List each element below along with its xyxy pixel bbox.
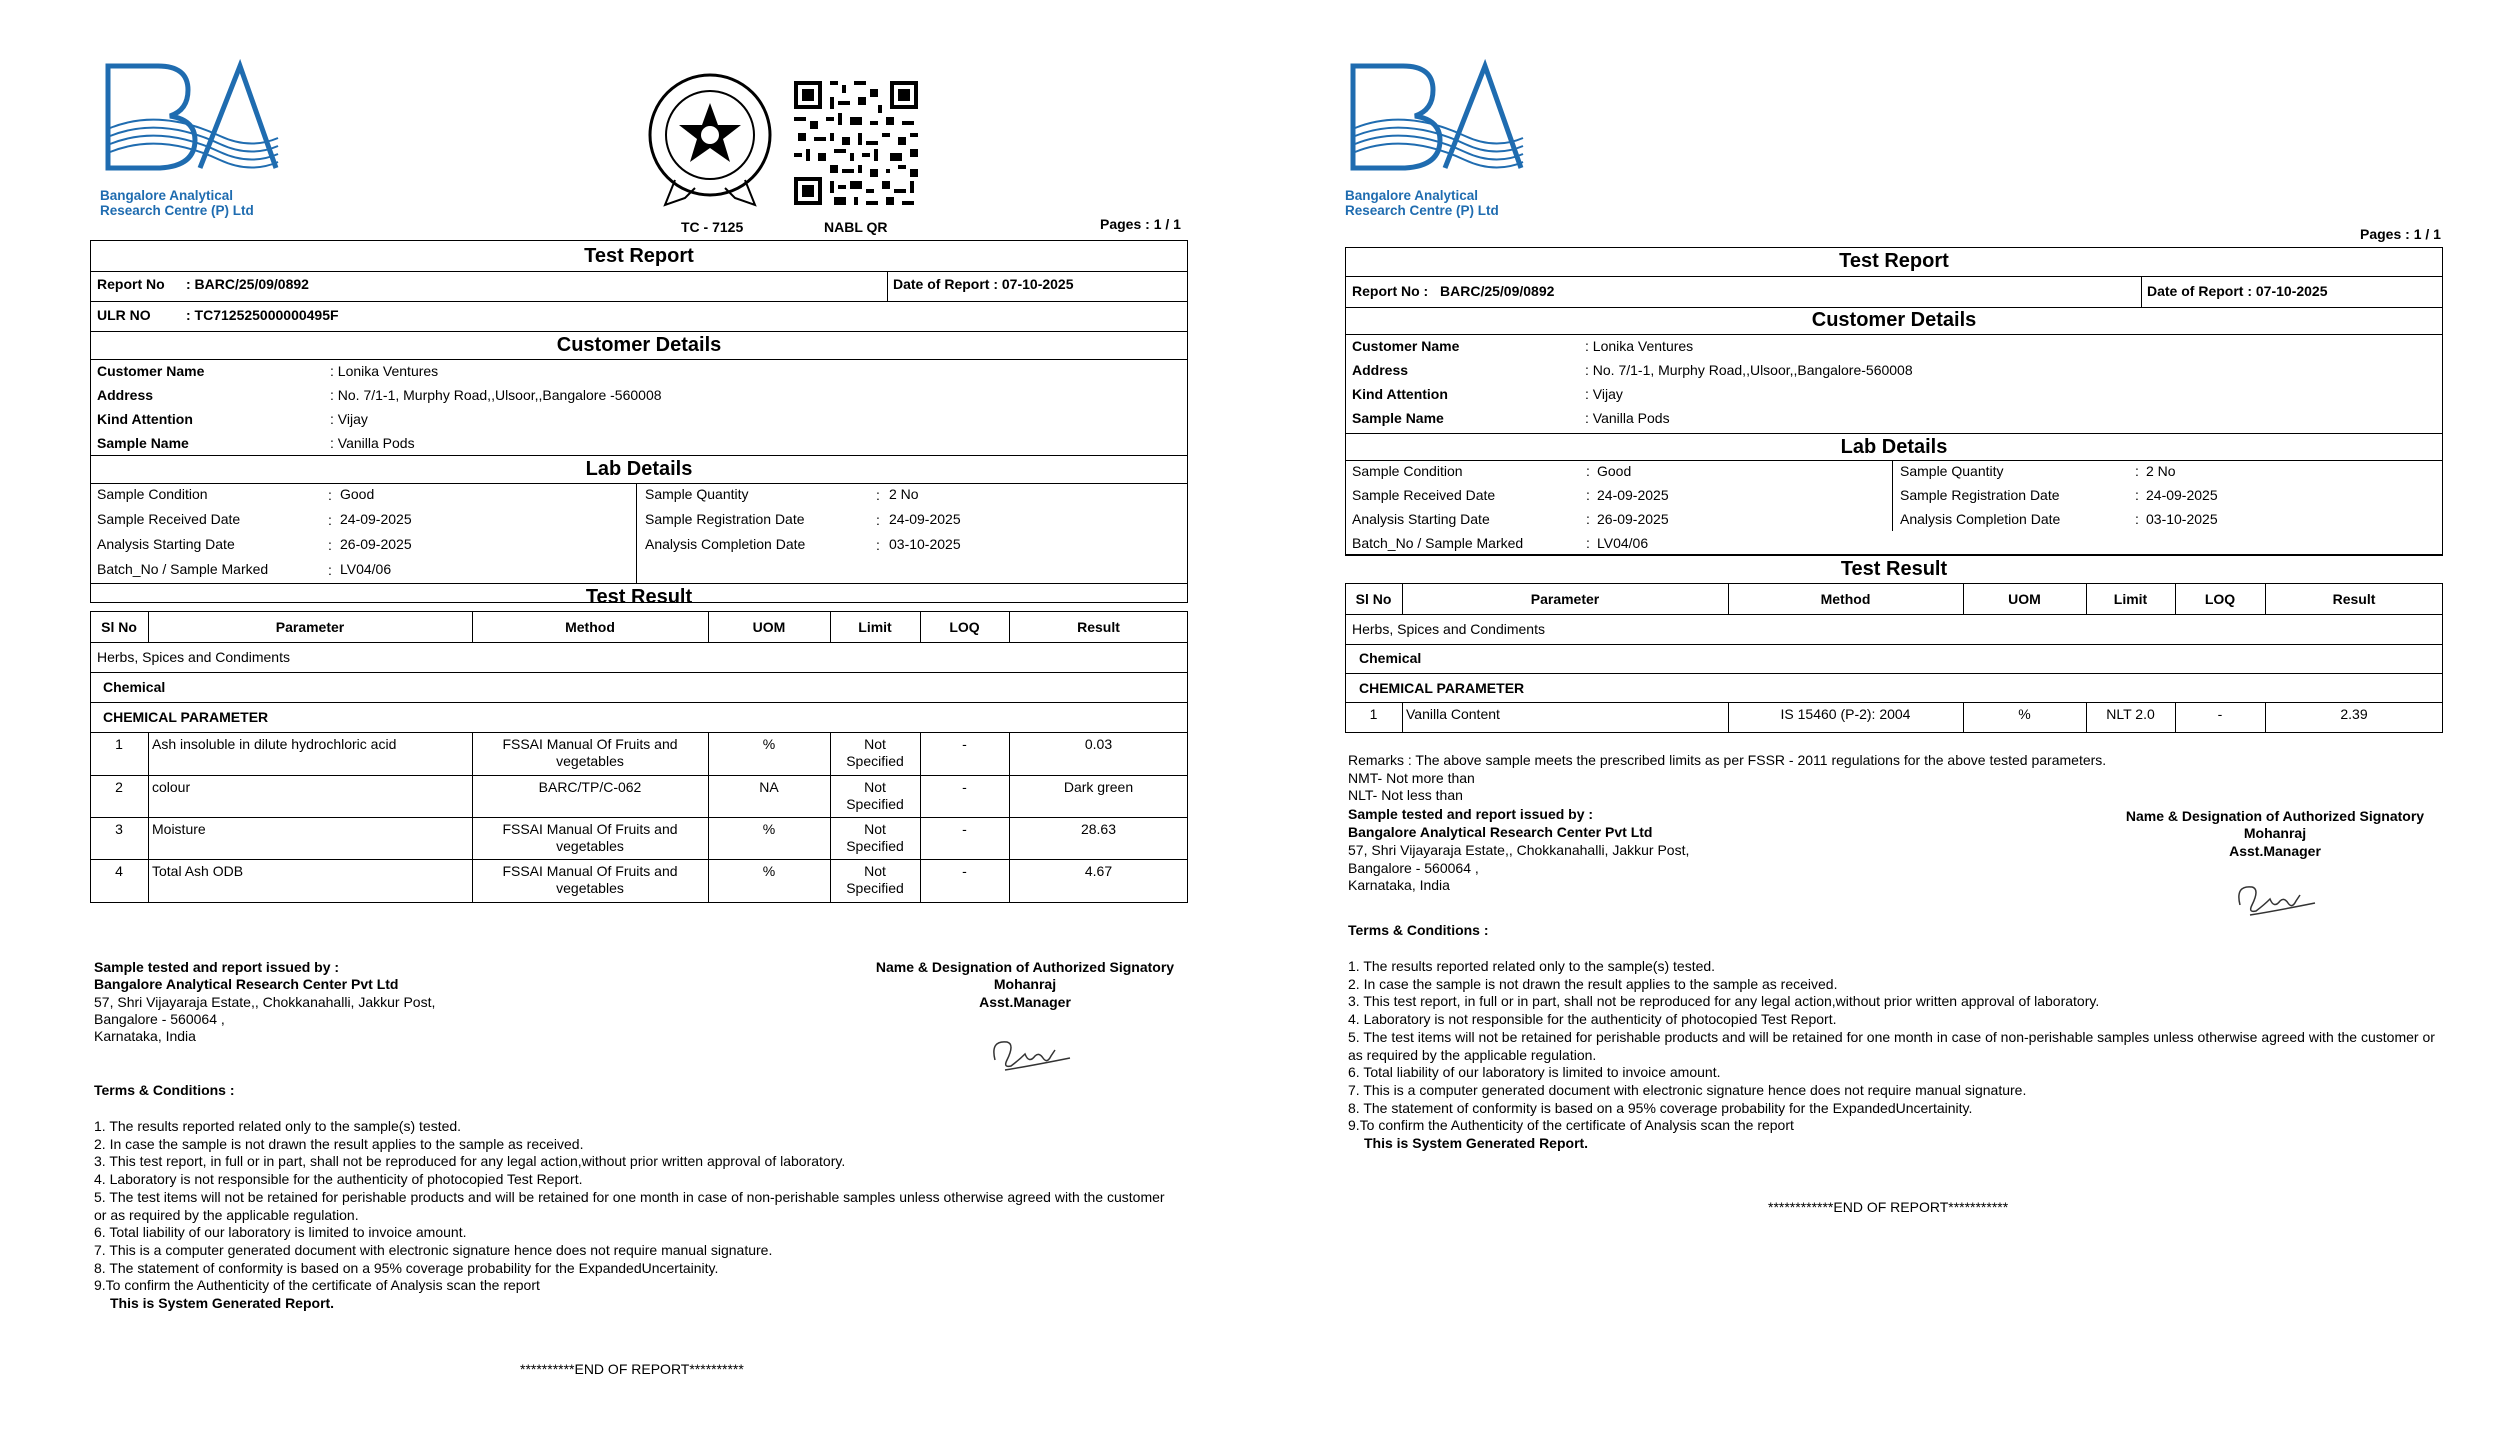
- table-cell-uom: %: [762, 821, 776, 837]
- remarks-nmt: NMT- Not more than: [1348, 770, 1475, 786]
- lab-label: Sample Received Date: [97, 511, 241, 527]
- lab-label: Analysis Starting Date: [97, 536, 235, 552]
- customer-name-label: Customer Name: [1352, 338, 1460, 354]
- table-cell-parameter: Moisture: [152, 821, 206, 837]
- end-of-report: **********END OF REPORT**********: [520, 1361, 744, 1377]
- table-cell-result: 0.03: [1084, 736, 1113, 752]
- table-cell-limit: NLT 2.0: [2106, 706, 2155, 722]
- col-header-result: Result: [2332, 591, 2376, 607]
- col-header-method: Method: [565, 619, 615, 635]
- issuer-address2: Bangalore - 560064 ,: [1348, 860, 1479, 876]
- remarks-nlt: NLT- Not less than: [1348, 787, 1463, 803]
- term-item: 9.To confirm the Authenticity of the certificate of Analysis scan the report: [1348, 1117, 1794, 1134]
- parameter-group-label: CHEMICAL PARAMETER: [103, 709, 269, 725]
- term-item: 2. In case the sample is not drawn the result applies to the sample as received.: [94, 1135, 584, 1152]
- term-item: 3. This test report, in full or in part, shall not be reproduced for any legal action,without prior written approval of laboratory.: [94, 1153, 846, 1170]
- table-cell-result: 28.63: [1080, 821, 1117, 837]
- kind-attention-value: : Vijay: [1585, 386, 1623, 402]
- signature-icon: [985, 1030, 1075, 1080]
- remarks-line: Remarks : The above sample meets the prescribed limits as per FSSR - 2011 regulations for the above tested parameters.: [1348, 752, 2107, 768]
- customer-name-value: : Lonika Ventures: [1585, 338, 1694, 354]
- lab-colon: :: [328, 512, 332, 528]
- report-no-value: : BARC/25/09/0892: [186, 276, 309, 292]
- col-header-uom: UOM: [2008, 591, 2041, 607]
- lab-colon: :: [1586, 535, 1590, 551]
- term-item: 6. Total liability of our laboratory is limited to invoice amount.: [1348, 1064, 1721, 1081]
- issuer-address1: 57, Shri Vijayaraja Estate,, Chokkanahalli, Jakkur Post,: [94, 994, 436, 1010]
- end-of-report: ************END OF REPORT***********: [1768, 1199, 2009, 1215]
- table-cell-method: BARC/TP/C-062: [538, 779, 642, 795]
- pages-label: Pages : 1 / 1: [2360, 226, 2441, 242]
- table-cell-sl: 4: [115, 863, 123, 879]
- lab-colon: :: [1586, 487, 1590, 503]
- col-header-uom: UOM: [752, 619, 786, 635]
- issuer-address3: Karnataka, India: [94, 1028, 196, 1044]
- lab-label: Batch_No / Sample Marked: [97, 561, 269, 577]
- nabl-seal-icon: [645, 70, 775, 210]
- company-logo: [100, 58, 280, 188]
- term-item: 6. Total liability of our laboratory is limited to invoice amount.: [94, 1224, 467, 1241]
- issuer-company: Bangalore Analytical Research Center Pvt Ltd: [94, 976, 399, 992]
- report-no-value: BARC/25/09/0892: [1440, 283, 1555, 299]
- brand-name-line1: Bangalore Analytical: [100, 188, 234, 203]
- table-cell-parameter: colour: [152, 779, 191, 795]
- table-cell-parameter: Vanilla Content: [1406, 706, 1500, 722]
- issuer-heading: Sample tested and report issued by :: [1348, 806, 1594, 822]
- pages-label: Pages : 1 / 1: [1100, 216, 1181, 232]
- lab-value: 24-09-2025: [1597, 487, 1669, 503]
- signatory-designation: Asst.Manager: [2229, 843, 2321, 859]
- lab-value: Good: [1597, 463, 1632, 479]
- table-cell-loq: -: [962, 821, 967, 837]
- report-title: Test Report: [584, 245, 694, 267]
- category-label: Herbs, Spices and Condiments: [97, 649, 290, 665]
- term-item: 5. The test items will not be retained for perishable products and will be retained for one month in case of non-perishable samples unless otherwise agreed with the customer or as required by the applicable regulation.: [1348, 1028, 2435, 1063]
- brand-name-line2: Research Centre (P) Ltd: [100, 203, 254, 218]
- table-cell-sl: 1: [1369, 706, 1378, 722]
- col-header-slno: Sl No: [101, 619, 137, 635]
- issuer-address2: Bangalore - 560064 ,: [94, 1011, 225, 1027]
- lab-colon: :: [876, 512, 880, 528]
- lab-colon: :: [1586, 463, 1590, 479]
- terms-list: [1348, 958, 2453, 1153]
- table-cell-loq: -: [2217, 706, 2223, 722]
- report-page-right: [1250, 0, 2500, 1440]
- subcategory-label: Chemical: [103, 679, 166, 695]
- lab-value: 2 No: [889, 486, 919, 502]
- lab-colon: :: [1586, 511, 1590, 527]
- lab-label: Analysis Completion Date: [1900, 511, 2061, 527]
- tc-label: TC - 7125: [681, 219, 744, 235]
- term-item: 8. The statement of conformity is based on a 95% coverage probability for the ExpandedUncertainity.: [1348, 1099, 1973, 1116]
- table-cell-uom: NA: [759, 779, 779, 795]
- term-item: 9.To confirm the Authenticity of the certificate of Analysis scan the report: [94, 1277, 540, 1294]
- date-of-report: Date of Report : 07-10-2025: [893, 276, 1074, 292]
- category-label: Herbs, Spices and Condiments: [1352, 621, 1545, 637]
- col-header-result: Result: [1077, 619, 1120, 635]
- table-cell-uom: %: [762, 863, 776, 879]
- subcategory-label: Chemical: [1359, 650, 1422, 666]
- lab-label: Sample Received Date: [1352, 487, 1496, 503]
- lab-colon: :: [876, 537, 880, 553]
- lab-value: Good: [340, 486, 375, 502]
- issuer-address3: Karnataka, India: [1348, 877, 1450, 893]
- lab-label: Batch_No / Sample Marked: [1352, 535, 1524, 551]
- table-cell-sl: 1: [115, 736, 123, 752]
- term-item: 8. The statement of conformity is based on a 95% coverage probability for the ExpandedUncertainity.: [94, 1259, 719, 1276]
- lab-section-title: Lab Details: [585, 458, 693, 480]
- term-item: 3. This test report, in full or in part, shall not be reproduced for any legal action,without prior written approval of laboratory.: [1348, 993, 2100, 1010]
- lab-label: Sample Condition: [97, 486, 208, 502]
- system-generated-note: This is System Generated Report.: [110, 1295, 335, 1312]
- address-label: Address: [97, 387, 154, 403]
- lab-colon: :: [2135, 463, 2139, 479]
- lab-label: Analysis Completion Date: [645, 536, 806, 552]
- table-cell-method: FSSAI Manual Of Fruits and vegetables: [502, 736, 678, 769]
- address-value: : No. 7/1-1, Murphy Road,,Ulsoor,,Bangalore-560008: [1585, 362, 1913, 378]
- issuer-heading: Sample tested and report issued by :: [94, 959, 340, 975]
- table-cell-loq: -: [962, 779, 967, 795]
- sample-name-label: Sample Name: [1352, 410, 1444, 426]
- customer-section-title: Customer Details: [1811, 309, 1977, 331]
- col-header-limit: Limit: [858, 619, 892, 635]
- lab-value: 26-09-2025: [340, 536, 412, 552]
- sample-name-label: Sample Name: [97, 435, 189, 451]
- table-cell-limit: Not Specified: [846, 821, 904, 854]
- lab-value: 03-10-2025: [889, 536, 961, 552]
- lab-value: 26-09-2025: [1597, 511, 1669, 527]
- lab-section-title: Lab Details: [1840, 436, 1948, 458]
- signatory-name: Mohanraj: [2243, 825, 2307, 841]
- table-cell-method: FSSAI Manual Of Fruits and vegetables: [502, 863, 678, 896]
- signatory-designation: Asst.Manager: [979, 994, 1071, 1010]
- term-item: 4. Laboratory is not responsible for the authenticity of photocopied Test Report.: [94, 1171, 583, 1188]
- lab-value: 24-09-2025: [2146, 487, 2218, 503]
- lab-value: 2 No: [2146, 463, 2176, 479]
- term-item: 5. The test items will not be retained for perishable products and will be retained for one month in case of non-perishable samples unless otherwise agreed with the customer or as required by the applicable regulation.: [94, 1188, 1165, 1223]
- result-section-title: Test Result: [585, 586, 693, 608]
- address-label: Address: [1352, 362, 1409, 378]
- lab-value: LV04/06: [340, 561, 392, 577]
- col-header-method: Method: [1820, 591, 1871, 607]
- table-cell-result: 4.67: [1084, 863, 1113, 879]
- kind-attention-value: : Vijay: [330, 411, 368, 427]
- table-cell-sl: 3: [115, 821, 123, 837]
- nabl-qr-label: NABL QR: [824, 219, 888, 235]
- terms-list: [94, 1118, 1174, 1313]
- lab-label: Sample Quantity: [645, 486, 749, 502]
- company-logo: [1345, 58, 1525, 188]
- customer-section-title: Customer Details: [556, 334, 722, 356]
- signature-icon: [2230, 875, 2320, 925]
- report-no-label: Report No: [97, 276, 165, 292]
- term-item: 2. In case the sample is not drawn the result applies to the sample as received.: [1348, 975, 1838, 992]
- table-cell-parameter: Total Ash ODB: [152, 863, 244, 879]
- lab-colon: :: [328, 537, 332, 553]
- issuer-address1: 57, Shri Vijayaraja Estate,, Chokkanahalli, Jakkur Post,: [1348, 842, 1690, 858]
- report-title: Test Report: [1839, 250, 1949, 272]
- signatory-heading: Name & Designation of Authorized Signatory: [875, 959, 1175, 975]
- term-item: 7. This is a computer generated document with electronic signature hence does not require manual signature.: [94, 1241, 773, 1258]
- sample-name-value: : Vanilla Pods: [1585, 410, 1670, 426]
- table-cell-limit: Not Specified: [846, 736, 904, 769]
- table-cell-method: IS 15460 (P-2): 2004: [1780, 706, 1911, 722]
- lab-value: 03-10-2025: [2146, 511, 2218, 527]
- col-header-parameter: Parameter: [1530, 591, 1600, 607]
- signatory-heading: Name & Designation of Authorized Signatory: [2125, 808, 2425, 824]
- signatory-name: Mohanraj: [993, 976, 1057, 992]
- table-cell-method: FSSAI Manual Of Fruits and vegetables: [502, 821, 678, 854]
- lab-label: Analysis Starting Date: [1352, 511, 1490, 527]
- system-generated-note: This is System Generated Report.: [1364, 1135, 1589, 1152]
- qr-code-icon: [790, 77, 922, 209]
- term-item: 1. The results reported related only to the sample(s) tested.: [94, 1118, 462, 1134]
- report-no-label: Report No :: [1352, 283, 1429, 299]
- col-header-loq: LOQ: [2204, 591, 2236, 607]
- lab-colon: :: [2135, 487, 2139, 503]
- issuer-company: Bangalore Analytical Research Center Pvt Ltd: [1348, 824, 1653, 840]
- kind-attention-label: Kind Attention: [1352, 386, 1448, 402]
- table-cell-sl: 2: [115, 779, 123, 795]
- lab-label: Sample Condition: [1352, 463, 1463, 479]
- col-header-limit: Limit: [2113, 591, 2148, 607]
- lab-colon: :: [876, 487, 880, 503]
- lab-colon: :: [2135, 511, 2139, 527]
- ulr-value: : TC712525000000495F: [186, 307, 339, 323]
- sample-name-value: : Vanilla Pods: [330, 435, 415, 451]
- lab-colon: :: [328, 562, 332, 578]
- table-cell-result: 2.39: [2340, 706, 2368, 722]
- lab-value: LV04/06: [1597, 535, 1649, 551]
- customer-name-label: Customer Name: [97, 363, 205, 379]
- result-section-title: Test Result: [1840, 558, 1948, 580]
- term-item: 1. The results reported related only to the sample(s) tested.: [1348, 958, 1716, 974]
- lab-label: Sample Quantity: [1900, 463, 2004, 479]
- col-header-parameter: Parameter: [275, 619, 345, 635]
- lab-label: Sample Registration Date: [645, 511, 805, 527]
- parameter-group-label: CHEMICAL PARAMETER: [1359, 680, 1525, 696]
- brand-name-line1: Bangalore Analytical: [1345, 188, 1479, 203]
- brand-name-line2: Research Centre (P) Ltd: [1345, 203, 1499, 218]
- table-cell-loq: -: [962, 863, 967, 879]
- kind-attention-label: Kind Attention: [97, 411, 193, 427]
- table-cell-parameter: Ash insoluble in dilute hydrochloric acid: [152, 736, 397, 752]
- table-cell-loq: -: [962, 736, 967, 752]
- header-table: [90, 240, 1188, 603]
- lab-value: 24-09-2025: [889, 511, 961, 527]
- col-header-loq: LOQ: [949, 619, 980, 635]
- date-of-report: Date of Report : 07-10-2025: [2147, 283, 2328, 299]
- term-item: 4. Laboratory is not responsible for the authenticity of photocopied Test Report.: [1348, 1011, 1837, 1028]
- customer-name-value: : Lonika Ventures: [330, 363, 439, 379]
- lab-colon: :: [328, 487, 332, 503]
- table-cell-uom: %: [2018, 706, 2031, 722]
- lab-label: Sample Registration Date: [1900, 487, 2060, 503]
- col-header-slno: Sl No: [1355, 591, 1392, 607]
- table-cell-limit: Not Specified: [846, 863, 904, 896]
- terms-heading: Terms & Conditions :: [94, 1082, 235, 1098]
- term-item: 7. This is a computer generated document with electronic signature hence does not require manual signature.: [1348, 1081, 2027, 1098]
- table-cell-result: Dark green: [1063, 779, 1134, 795]
- table-cell-uom: %: [762, 736, 776, 752]
- lab-value: 24-09-2025: [340, 511, 412, 527]
- terms-heading: Terms & Conditions :: [1348, 922, 1489, 938]
- ulr-label: ULR NO: [97, 307, 151, 323]
- table-cell-limit: Not Specified: [846, 779, 904, 812]
- address-value: : No. 7/1-1, Murphy Road,,Ulsoor,,Bangalore -560008: [330, 387, 662, 403]
